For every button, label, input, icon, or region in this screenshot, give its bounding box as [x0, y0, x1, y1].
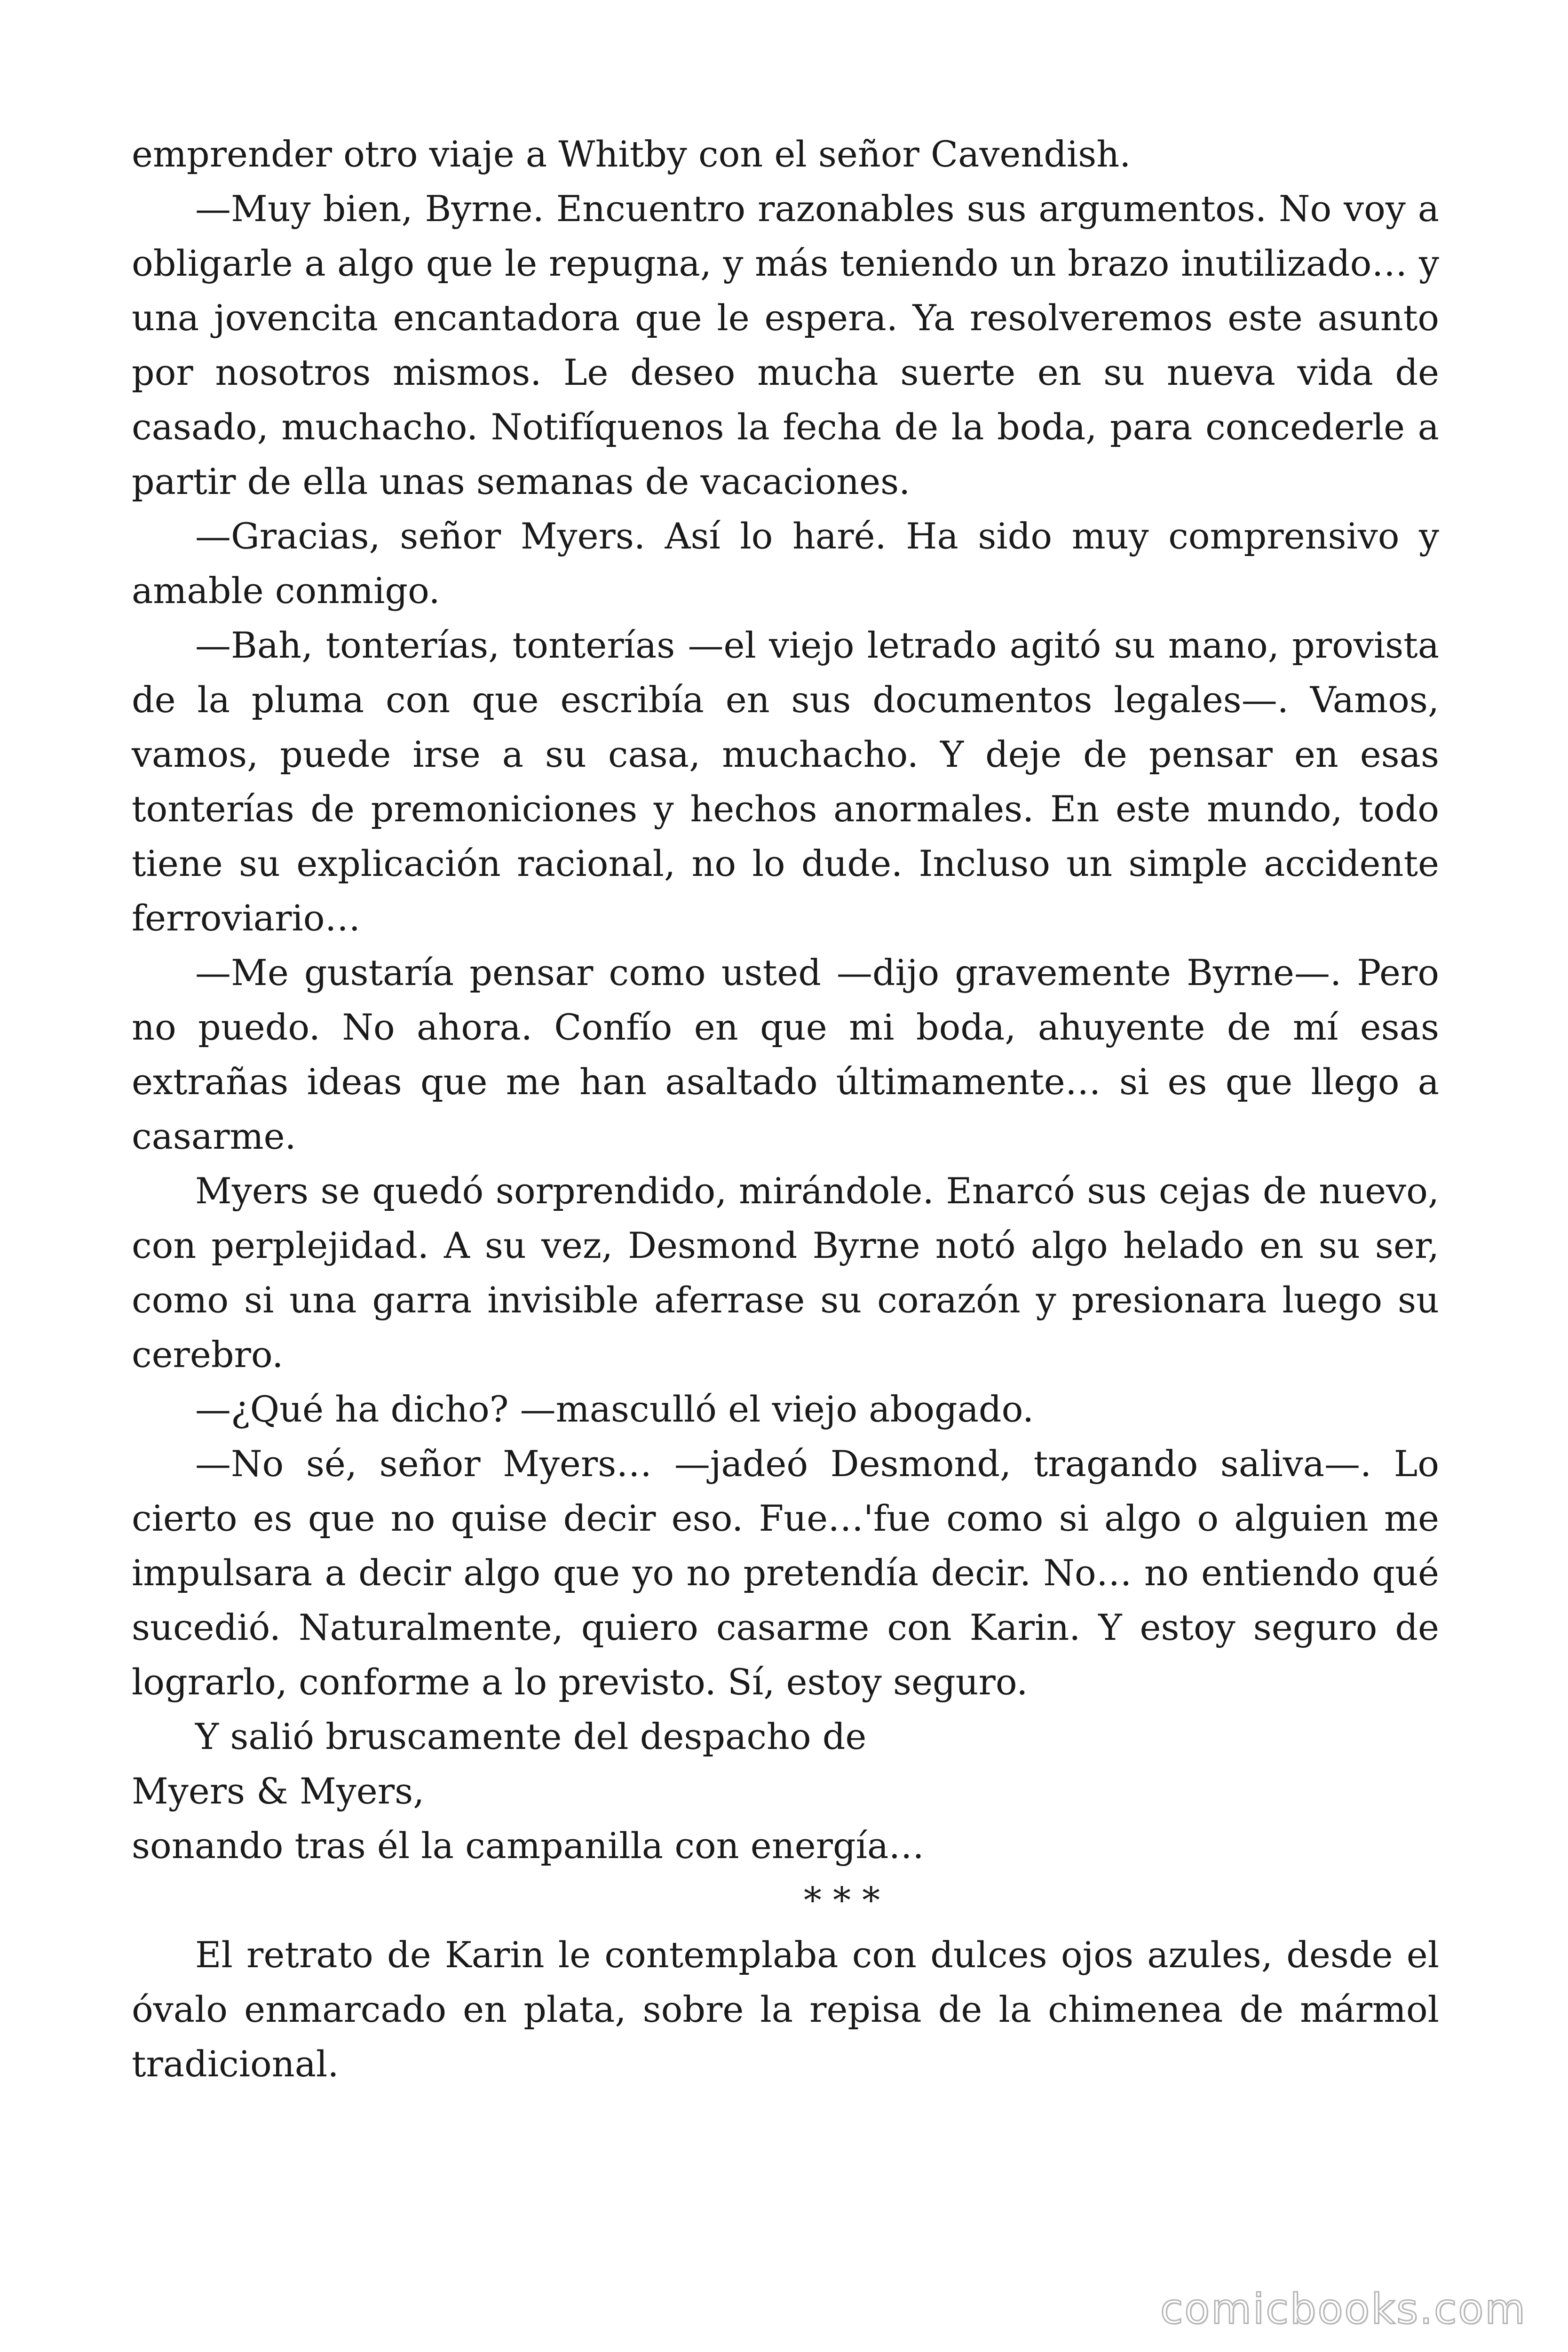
closing-paragraph: El retrato de Karin le contemplaba con dulces ojos azules, desde el óvalo enmarcado en plata, sobre la repisa de la chimenea de mármol tradicional.	[132, 1934, 1439, 2085]
paragraph-6: Myers se quedó sorprendido, mirándole. Enarcó sus cejas de nuevo, con perplejidad. A su vez, Desmond Byrne notó algo helado en su ser, como si una garra invisible aferrase su corazón y presionara luego su cerebro.	[132, 1170, 1439, 1375]
book-page	[132, 127, 1439, 2091]
paragraph-9: Y salió bruscamente del despacho de	[195, 1716, 867, 1757]
section-separator: * * *	[803, 1879, 880, 1921]
paragraph-3: —Gracias, señor Myers. Así lo haré. Ha sido muy comprensivo y amable conmigo.	[132, 515, 1439, 612]
paragraph-7: —¿Qué ha dicho? —masculló el viejo abogado.	[195, 1388, 1034, 1430]
paragraph-4: —Bah, tonterías, tonterías —el viejo letrado agitó su mano, provista de la pluma con que escribía en sus documentos legales—. Vamos, vamos, puede irse a su casa, muchacho. Y deje de pensar en esas tonterías de premoniciones y hechos anormales. En este mundo, todo tiene su explicación racional, no lo dude. Incluso un simple accidente ferroviario…	[132, 624, 1439, 939]
paragraph-10: Myers & Myers,	[132, 1770, 425, 1812]
paragraph-8: —No sé, señor Myers… —jadeó Desmond, tragando saliva—. Lo cierto es que no quise decir eso. Fue…'fue como si algo o alguien me impulsara a decir algo que yo no pretendía decir. No… no entiendo qué sucedió. Naturalmente, quiero casarme con Karin. Y estoy seguro de lograrlo, conforme a lo previsto. Sí, estoy seguro.	[132, 1443, 1439, 1703]
watermark: comicbooks.com	[1160, 2285, 1527, 2333]
paragraph-5: —Me gustaría pensar como usted —dijo gravemente Byrne—. Pero no puedo. No ahora. Confío en que mi boda, ahuyente de mí esas extrañas ideas que me han asaltado últimamente… si es que llego a casarme.	[132, 952, 1439, 1157]
paragraph-11: sonando tras él la campanilla con energía…	[132, 1825, 925, 1867]
paragraph-2: —Muy bien, Byrne. Encuentro razonables sus argumentos. No voy a obligarle a algo que le repugna, y más teniendo un brazo inutilizado… y una jovencita encantadora que le espera. Ya resolveremos este asunto por nosotros mismos. Le deseo mucha suerte en su nueva vida de casado, muchacho. Notifíquenos la fecha de la boda, para concederle a partir de ella unas semanas de vacaciones.	[132, 188, 1439, 502]
paragraph-1: emprender otro viaje a Whitby con el señor Cavendish.	[132, 133, 1131, 175]
